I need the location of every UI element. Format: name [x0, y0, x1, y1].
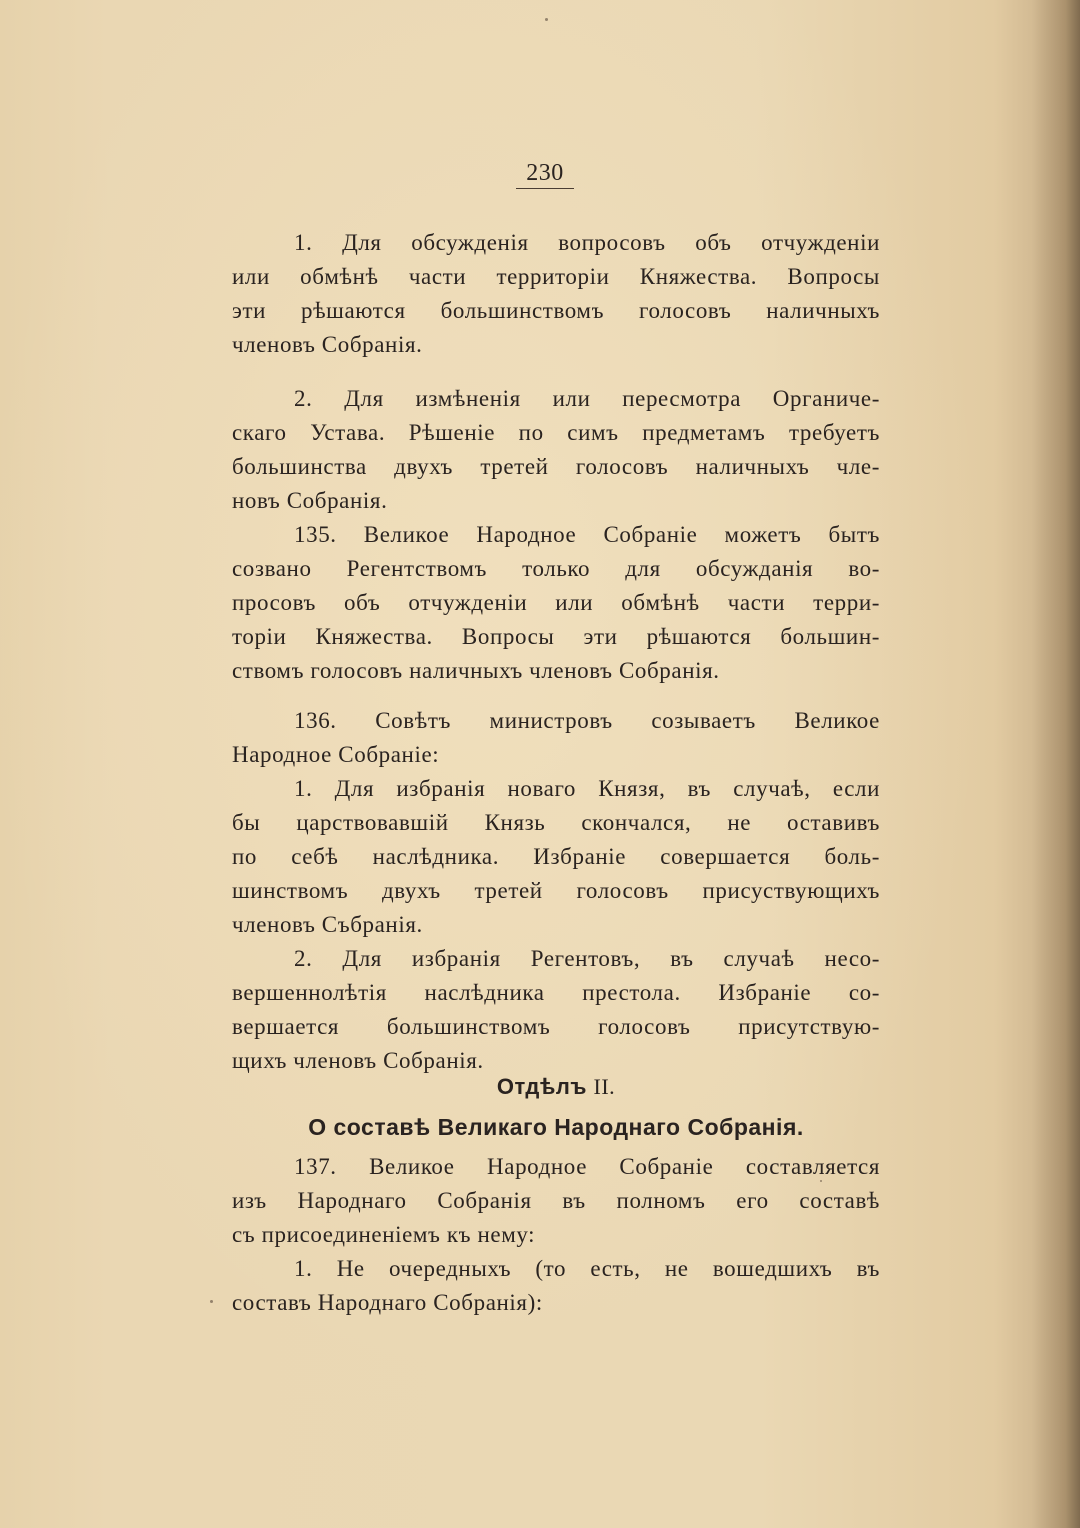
page-gutter-shadow — [1032, 0, 1080, 1528]
text-line: или обмѣнѣ части территоріи Княжества. Вопросы — [232, 264, 880, 289]
ink-speck — [210, 1300, 213, 1303]
section-title: О составѣ Великаго Народнаго Собранія. — [308, 1114, 804, 1140]
text-line: по себѣ наслѣдника. Избраніе совершается боль- — [232, 844, 880, 869]
text-line: 135. Великое Народное Собраніе можетъ бытъ — [294, 522, 880, 547]
text-line: 136. Совѣтъ министровъ созываетъ Великое — [294, 708, 880, 733]
text-line: торіи Княжества. Вопросы эти рѣшаются большин- — [232, 624, 880, 649]
text-line: бы царствовавшій Князь скончался, не оставивъ — [232, 810, 880, 835]
text-line: составъ Народнаго Собранія): — [232, 1290, 543, 1315]
text-line: шинствомъ двухъ третей голосовъ присуствующихъ — [232, 878, 880, 903]
section-label-text: Отдѣлъ — [496, 1074, 587, 1099]
text-line: 1. Не очередныхъ (то есть, не вошедшихъ въ — [294, 1256, 880, 1281]
text-line: просовъ объ отчужденіи или обмѣнѣ части терри- — [232, 590, 880, 615]
paragraph-item-2-article-135 — [232, 382, 880, 688]
section-label — [232, 1074, 880, 1100]
text-line: ствомъ голосовъ наличныхъ членовъ Собранія. — [232, 658, 720, 683]
text-line: изъ Народнаго Собранія въ полномъ его составѣ — [232, 1188, 880, 1213]
paragraph-item-1 — [232, 226, 880, 362]
text-line: 2. Для избранія Регентовъ, въ случаѣ несо- — [294, 946, 880, 971]
text-line: членовъ Собранія. — [232, 332, 423, 357]
section-roman-numeral: II. — [593, 1074, 616, 1099]
text-line: щихъ членовъ Собранія. — [232, 1048, 484, 1073]
text-line: 2. Для измѣненія или пересмотра Органиче- — [294, 386, 880, 411]
paragraph-article-137 — [232, 1150, 880, 1320]
text-line: новъ Собранія. — [232, 488, 388, 513]
paragraph-article-136 — [232, 704, 880, 1078]
text-line: скаго Устава. Рѣшеніе по симъ предметамъ требуетъ — [232, 420, 880, 445]
text-line: созвано Регентствомъ только для обсужданія во- — [232, 556, 880, 581]
text-line: членовъ Събранія. — [232, 912, 423, 937]
text-line: вершеннолѣтія наслѣдника престола. Избраніе со- — [232, 980, 880, 1005]
text-line: большинства двухъ третей голосовъ наличныхъ чле- — [232, 454, 880, 479]
text-line: 1. Для обсужденія вопросовъ объ отчужденіи — [294, 230, 880, 255]
text-line: 137. Великое Народное Собраніе составляется — [294, 1154, 880, 1179]
text-line: съ присоединеніемъ къ нему: — [232, 1222, 536, 1247]
text-line: вершается большинствомъ голосовъ присутствую- — [232, 1014, 880, 1039]
text-line: Народное Собраніе: — [232, 742, 440, 767]
ink-speck — [545, 18, 548, 21]
text-line: эти рѣшаются большинствомъ голосовъ наличныхъ — [232, 298, 880, 323]
text-line: 1. Для избранія новаго Князя, въ случаѣ, если — [294, 776, 880, 801]
page-number: 230 — [510, 160, 580, 187]
